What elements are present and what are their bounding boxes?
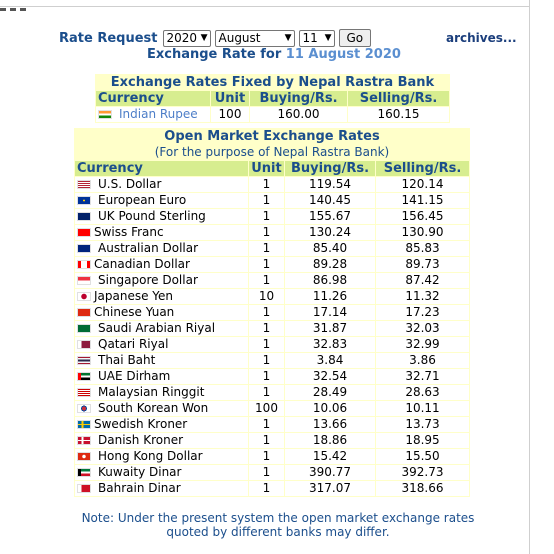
go-button[interactable]: Go [339,29,372,47]
selling-cell: 15.50 [376,449,469,464]
unit-cell: 1 [249,353,284,368]
currency-name: Chinese Yuan [94,305,175,319]
selling-cell: 160.15 [348,107,449,122]
chevron-down-icon: ▼ [284,33,292,43]
right-divider [529,0,530,554]
india-flag-icon [98,110,112,119]
month-select[interactable] [215,30,295,47]
selling-cell: 17.23 [376,305,469,320]
japan-flag-icon [77,292,91,301]
buying-cell: 155.67 [285,209,375,224]
top-fragment [0,0,40,3]
unit-cell: 100 [211,107,249,122]
header-currency: Currency [75,161,248,176]
table-row [75,369,469,384]
thailand-flag-icon [77,356,91,365]
chevron-down-icon: ▼ [200,33,208,43]
selling-cell: 87.42 [376,273,469,288]
selling-cell: 11.32 [376,289,469,304]
rate-request-label: Rate Request [59,30,158,46]
month-value: August [218,31,261,45]
currency-name: Thai Baht [98,353,156,367]
year-select[interactable] [163,30,211,47]
buying-cell: 17.14 [285,305,375,320]
selling-cell: 156.45 [376,209,469,224]
sweden-flag-icon [77,420,91,429]
fixed-rates-title: Exchange Rates Fixed by Nepal Rastra Bank [110,75,435,90]
selling-cell: 89.73 [376,257,469,272]
selling-cell: 85.83 [376,241,469,256]
open-market-title: Open Market Exchange Rates [164,129,380,144]
year-value: 2020 [166,31,198,45]
table-row [75,337,469,352]
buying-cell: 32.83 [285,337,375,352]
header-selling: Selling/Rs. [348,91,449,106]
rate-request-form [59,29,371,47]
buying-cell: 10.06 [285,401,375,416]
selling-cell: 18.95 [376,433,469,448]
unit-cell: 1 [249,257,284,272]
selling-cell: 32.71 [376,369,469,384]
uae-flag-icon [77,372,91,381]
unit-cell: 1 [249,369,284,384]
unit-cell: 1 [249,465,284,480]
selling-cell: 3.86 [376,353,469,368]
buying-cell: 15.42 [285,449,375,464]
buying-cell: 119.54 [285,177,375,192]
table-row [75,193,469,208]
currency-name: South Korean Won [98,401,209,415]
unit-cell: 1 [249,321,284,336]
footer-note: Note: Under the present system the open market exchange rates quoted by different banks may differ. [81,511,475,539]
malaysia-flag-icon [77,388,91,397]
table-row [75,273,469,288]
unit-cell: 1 [249,417,284,432]
buying-cell: 89.28 [285,257,375,272]
table-row [75,177,469,192]
currency-name: Canadian Dollar [94,257,190,271]
unit-cell: 1 [249,433,284,448]
table-row [75,449,469,464]
indian-rupee-link[interactable]: Indian Rupee [119,107,198,121]
korea-flag-icon [77,404,91,413]
buying-cell: 11.26 [285,289,375,304]
selling-cell: 141.15 [376,193,469,208]
selling-cell: 10.11 [376,401,469,416]
buying-cell: 390.77 [285,465,375,480]
table-row [75,321,469,336]
unit-cell: 10 [249,289,284,304]
header-selling: Selling/Rs. [376,161,469,176]
currency-name: European Euro [98,193,187,207]
table-row [75,241,469,256]
kuwait-flag-icon [77,468,91,477]
buying-cell: 3.84 [285,353,375,368]
page-title [147,47,401,62]
denmark-flag-icon [77,436,91,445]
unit-cell: 1 [249,481,284,496]
currency-name: U.S. Dollar [98,177,162,191]
swiss-flag-icon [77,228,91,237]
unit-cell: 1 [249,385,284,400]
buying-cell: 130.24 [285,225,375,240]
selling-cell: 392.73 [376,465,469,480]
table-row [75,225,469,240]
selling-cell: 28.63 [376,385,469,400]
header-currency: Currency [96,91,210,106]
table-row [96,107,449,122]
selling-cell: 32.03 [376,321,469,336]
buying-cell: 160.00 [250,107,347,122]
table-row [75,209,469,224]
australia-flag-icon [77,244,91,253]
header-unit: Unit [211,91,249,106]
open-market-table [74,128,470,497]
buying-cell: 140.45 [285,193,375,208]
currency-name: Swedish Kroner [94,417,188,431]
buying-cell: 317.07 [285,481,375,496]
chevron-down-icon: ▼ [324,33,332,43]
unit-cell: 1 [249,273,284,288]
china-flag-icon [77,308,91,317]
eu-flag-icon [77,196,91,205]
buying-cell: 18.86 [285,433,375,448]
buying-cell: 28.49 [285,385,375,400]
table-row [75,417,469,432]
title-prefix: Exchange Rate for [147,47,282,62]
fixed-rates-table [95,74,450,123]
currency-name: Australian Dollar [98,241,199,255]
table-row [75,465,469,480]
unit-cell: 1 [249,193,284,208]
currency-name: Malaysian Ringgit [98,385,205,399]
us-flag-icon [77,180,91,189]
currency-name: Japanese Yen [94,289,174,303]
table-row [75,481,469,496]
unit-cell: 1 [249,337,284,352]
unit-cell: 1 [249,241,284,256]
table-row [75,433,469,448]
selling-cell: 130.90 [376,225,469,240]
unit-cell: 100 [249,401,284,416]
unit-cell: 1 [249,209,284,224]
title-date: 11 August 2020 [285,47,401,62]
currency-name: Singapore Dollar [98,273,198,287]
buying-cell: 13.66 [285,417,375,432]
qatar-flag-icon [77,340,91,349]
unit-cell: 1 [249,449,284,464]
unit-cell: 1 [249,305,284,320]
table-row [75,353,469,368]
table-row [75,305,469,320]
top-divider [0,6,530,7]
saudi-flag-icon [77,324,91,333]
buying-cell: 31.87 [285,321,375,336]
table-row [75,385,469,400]
buying-cell: 32.54 [285,369,375,384]
currency-name: UAE Dirham [98,369,171,383]
table-row [75,401,469,416]
header-buying: Buying/Rs. [250,91,347,106]
currency-name: Swiss Franc [94,225,164,239]
currency-name: Bahrain Dinar [98,481,181,495]
currency-name: Hong Kong Dollar [98,449,203,463]
open-market-subtitle: (For the purpose of Nepal Rastra Bank) [154,145,390,159]
day-select[interactable] [299,30,335,47]
table-row [75,289,469,304]
currency-name: Qatari Riyal [98,337,169,351]
uk-flag-icon [77,212,91,221]
unit-cell: 1 [249,177,284,192]
selling-cell: 13.73 [376,417,469,432]
day-value: 11 [302,31,318,45]
currency-name: Saudi Arabian Riyal [98,321,216,335]
selling-cell: 32.99 [376,337,469,352]
currency-name: Kuwaity Dinar [98,465,182,479]
archives-link[interactable]: archives... [446,31,517,45]
header-buying: Buying/Rs. [285,161,375,176]
hongkong-flag-icon [77,452,91,461]
currency-name: UK Pound Sterling [98,209,206,223]
bahrain-flag-icon [77,484,91,493]
singapore-flag-icon [77,276,91,285]
header-unit: Unit [249,161,284,176]
table-row [75,257,469,272]
currency-name: Danish Kroner [98,433,184,447]
selling-cell: 120.14 [376,177,469,192]
canada-flag-icon [77,260,91,269]
buying-cell: 86.98 [285,273,375,288]
buying-cell: 85.40 [285,241,375,256]
unit-cell: 1 [249,225,284,240]
selling-cell: 318.66 [376,481,469,496]
